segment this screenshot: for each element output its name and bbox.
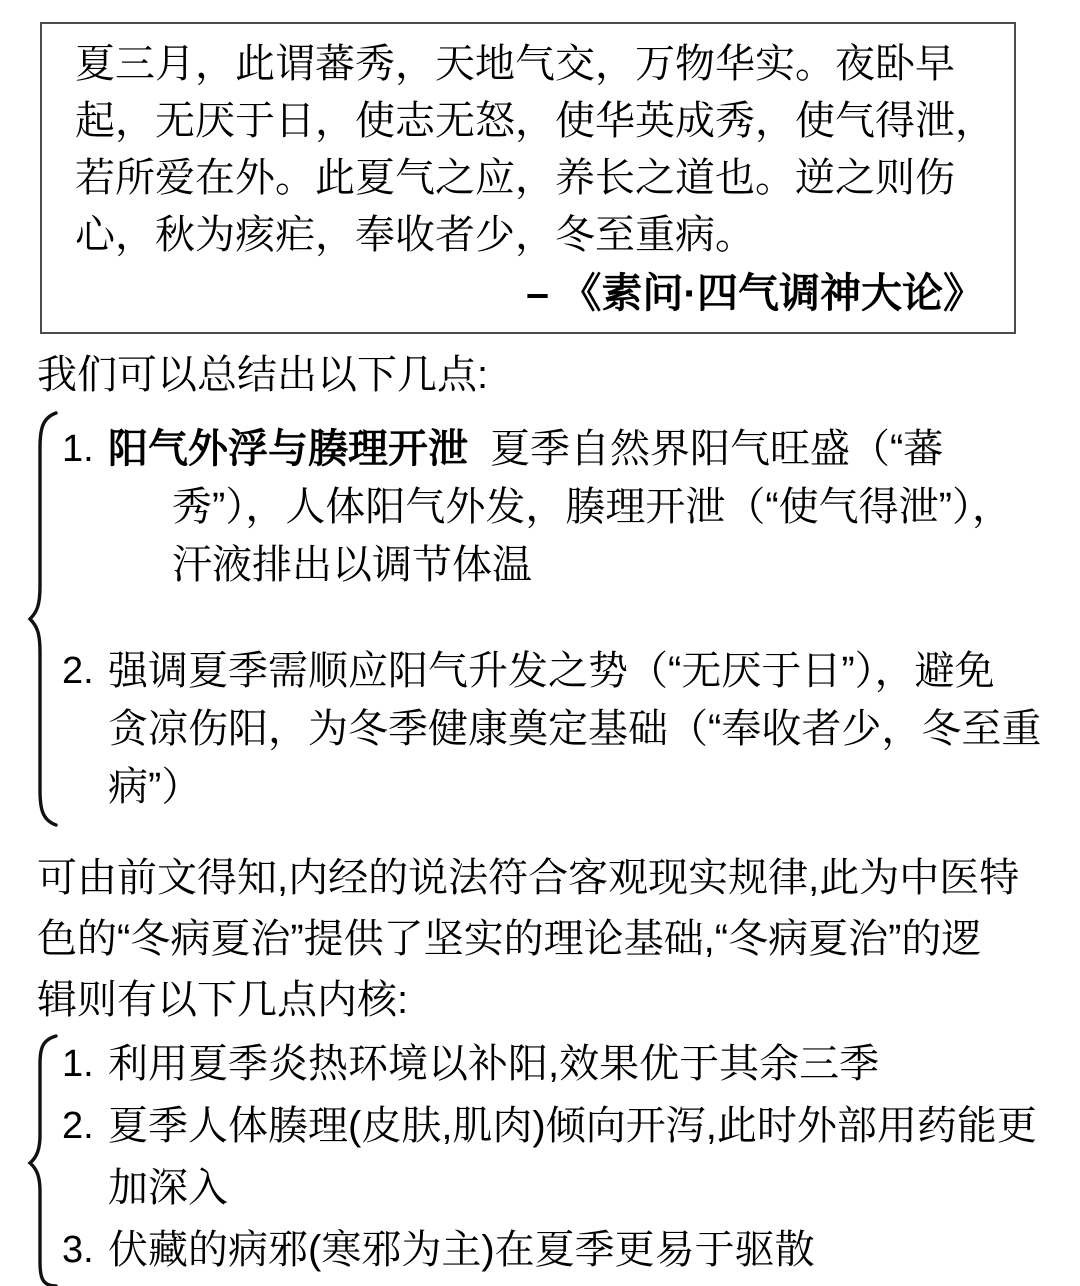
item-line: 秀”），人体阳气外发，腠理开泄（“使气得泄”），: [172, 485, 1012, 529]
paragraph-line: 色的“冬病夏治”提供了坚实的理论基础,“冬病夏治”的逻: [37, 917, 982, 961]
intro-text: 我们可以总结出以下几点:: [37, 353, 489, 397]
item-number: 1.: [62, 428, 94, 470]
item-term-bold: 阳气外浮与腠理开泄: [108, 427, 468, 471]
body-paragraph: [37, 848, 1080, 1031]
item-line: 病”）: [108, 765, 202, 809]
item-line: 加深入: [108, 1166, 228, 1210]
paragraph-line: 辑则有以下几点内核:: [37, 978, 409, 1022]
item-line: 利用夏季炎热环境以补阳,效果优于其余三季: [108, 1042, 880, 1086]
item-line: 贪凉伤阳，为冬季健康奠定基础（“奉收者少，冬至重: [108, 707, 1042, 751]
item-line: 强调夏季需顺应阳气升发之势（“无厌于日”），避免: [108, 649, 995, 693]
document-page: [0, 22, 1080, 1281]
quote-line: 起，无厌于日，使志无怒，使华英成秀，使气得泄，: [75, 99, 995, 143]
quote-line: 夏三月，此谓蕃秀，天地气交，万物华实。夜卧早: [75, 42, 955, 86]
item-number: 2.: [62, 1105, 94, 1147]
item-text: 夏季自然界阳气旺盛（“蕃: [490, 427, 944, 471]
summary-list: [0, 408, 1080, 826]
item-number: 2.: [62, 650, 94, 692]
item-number: 3.: [62, 1229, 94, 1271]
paragraph-line: 可由前文得知,内经的说法符合客观现实规律,此为中医特: [37, 856, 1020, 900]
item-line: [108, 420, 1080, 478]
list-item: [0, 1219, 1080, 1281]
quote-attribution: – 《素问·四气调神大论》: [526, 270, 984, 316]
item-line: 伏藏的病邪(寒邪为主)在夏季更易于驱散: [108, 1228, 815, 1272]
item-line: 汗液排出以调节体温: [172, 543, 532, 587]
logic-list: [0, 1031, 1080, 1281]
list-item: [0, 420, 1080, 594]
item-line: 夏季人体腠理(皮肤,肌肉)倾向开泻,此时外部用药能更: [108, 1104, 1037, 1148]
quote-line: 心，秋为痎疟，奉收者少，冬至重病。: [75, 213, 755, 257]
list-item: [0, 1033, 1080, 1095]
list-item: [0, 1095, 1080, 1219]
item-number: 1.: [62, 1043, 94, 1085]
quote-line: 若所爱在外。此夏气之应，养长之道也。逆之则伤: [75, 156, 955, 200]
list-item: [0, 642, 1080, 816]
quote-box: [40, 22, 1016, 334]
